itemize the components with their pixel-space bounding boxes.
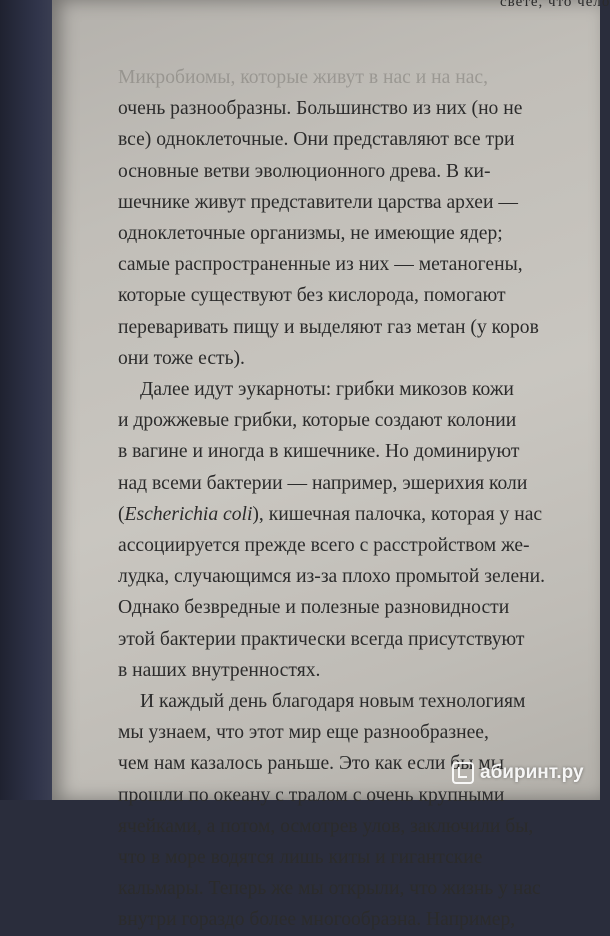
book-page	[52, 0, 610, 931]
text-line: что в море водятся лишь киты и гигантские	[118, 847, 483, 869]
text-line: которые существуют без кислорода, помогают	[118, 285, 506, 307]
paragraph-start-line: И каждый день благодаря новым технологиям	[140, 691, 526, 713]
paragraph-start-line: Далее идут эукарноты: грибки микозов кожи	[140, 379, 514, 401]
text-line: и дрожжевые грибки, которые создают колонии	[118, 410, 517, 432]
text-line: ассоциируется прежде всего с расстройством же-	[118, 535, 530, 557]
text-line: над всеми бактерии — например, эшерихия коли	[118, 472, 528, 494]
watermark-text: абиринт.ру	[480, 762, 584, 783]
text-line: самые распространенные из них — метаногены,	[118, 254, 523, 276]
text-fragment: (	[118, 503, 125, 525]
text-line: одноклеточные организмы, не имеющие ядер;	[118, 223, 503, 245]
text-line: все) одноклеточные. Они представляют все три	[118, 129, 515, 151]
text-line: чем нам казалось раньше. Это как если бы мы	[118, 753, 504, 775]
watermark	[452, 762, 584, 784]
labirint-logo-icon	[452, 762, 474, 784]
text-line: кальмары. Теперь же мы открыли, что жизнь у нас	[118, 878, 541, 900]
body-text	[118, 62, 548, 936]
text-line: лудка, случающимся из-за плохо промытой зелени.	[118, 566, 546, 588]
text-line: в наших внутренностях.	[118, 659, 321, 681]
text-line: в вагине и иногда в кишечнике. Но доминируют	[118, 441, 520, 463]
text-line: этой бактерии практически всегда присутствуют	[118, 628, 525, 650]
text-line: ячейками, а потом, осмотрев улов, заключили бы,	[118, 815, 534, 837]
text-line: очень разнообразны. Большинство из них (но не	[118, 98, 523, 120]
text-line: Микробиомы, которые живут в нас и на нас,	[118, 67, 489, 88]
text-line: основные ветви эволюционного древа. В ки-	[118, 160, 491, 182]
text-line: они тоже есть).	[118, 347, 245, 369]
text-line: прошли по океану с тралом с очень крупными	[118, 784, 505, 806]
text-line: внутри гораздо более многообразна. Например,	[118, 909, 516, 931]
book-spine-shadow	[0, 0, 52, 800]
text-line: Однако безвредные и полезные разновидности	[118, 597, 510, 619]
running-head: свете, что чело	[500, 0, 610, 10]
text-line: переваривать пищу и выделяют газ метан (у коров	[118, 316, 539, 338]
latin-species-name: Escherichia coli	[124, 503, 253, 525]
text-line-with-latin-name	[118, 499, 548, 530]
text-line: шечнике живут представители царства археи —	[118, 191, 518, 213]
text-line: мы узнаем, что этот мир еще разнообразнее,	[118, 722, 489, 744]
text-fragment: ), кишечная палочка, которая у нас	[252, 503, 543, 525]
